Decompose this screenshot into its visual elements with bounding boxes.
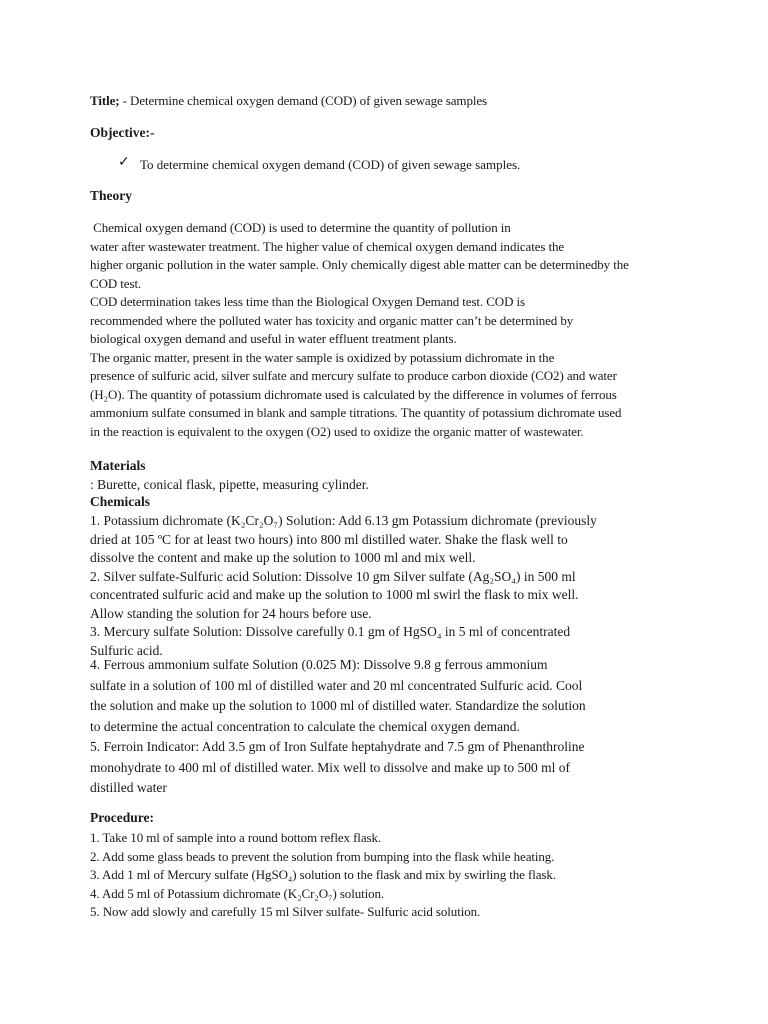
chemicals-line: monohydrate to 400 ml of distilled water. Mix well to dissolve and make up to 500 ml of [90,759,570,775]
chemicals-line: 3. Mercury sulfate Solution: Dissolve carefully 0.1 gm of HgSO₄ in 5 ml of concentrated [90,624,571,639]
chemicals-list-continued [90,655,690,799]
chemicals-line: to determine the actual concentration to calculate the chemical oxygen demand. [90,718,520,734]
theory-line: COD determination takes less time than the Biological Oxygen Demand test. COD is [90,294,526,309]
theory-paragraph [90,219,690,441]
theory-line: Chemical oxygen demand (COD) is used to determine the quantity of pollution in [90,220,511,235]
objective-heading: Objective:- [90,125,155,140]
chemicals-heading: Chemicals [90,494,150,509]
procedure-step: 4. Add 5 ml of Potassium dichromate (K₂Cr₂O₇) solution. [90,885,385,901]
theory-line: presence of sulfuric acid, silver sulfate and mercury sulfate to produce carbon dioxide (CO2) and water [90,368,617,383]
procedure-step: 5. Now add slowly and carefully 15 ml Silver sulfate- Sulfuric acid solution. [90,904,481,919]
chemicals-line: 1. Potassium dichromate (K₂Cr₂O₇) Solution: Add 6.13 gm Potassium dichromate (previously [90,513,597,528]
objective-bullet: To determine chemical oxygen demand (COD) of given sewage samples. [140,157,521,172]
chemicals-line: Allow standing the solution for 24 hours before use. [90,605,372,621]
theory-line: biological oxygen demand and useful in water effluent treatment plants. [90,331,457,346]
title-label: Title; [90,93,120,108]
procedure-step: 2. Add some glass beads to prevent the solution from bumping into the flask while heating. [90,848,555,864]
theory-line: ammonium sulfate consumed in blank and sample titrations. The quantity of potassium dichromate used [90,405,622,420]
theory-line: recommended where the polluted water has toxicity and organic matter can’t be determined by [90,312,574,328]
materials-heading: Materials [90,458,146,473]
procedure-step: 3. Add 1 ml of Mercury sulfate (HgSO₄) solution to the flask and mix by swirling the flask. [90,867,556,882]
theory-line: water after wastewater treatment. The higher value of chemical oxygen demand indicates the [90,238,565,254]
procedure-heading: Procedure: [90,810,154,825]
theory-line: in the reaction is equivalent to the oxygen (O2) used to oxidize the organic matter of wastewater. [90,423,584,439]
materials-text: : Burette, conical flask, pipette, measuring cylinder. [90,477,369,492]
chemicals-line: dried at 105 ºC for at least two hours) into 800 ml distilled water. Shake the flask well to [90,531,568,547]
chemicals-line: Sulfuric acid. [90,642,163,658]
theory-line: higher organic pollution in the water sample. Only chemically digest able matter can be determinedby the [90,257,629,272]
procedure-step: 1. Take 10 ml of sample into a round bottom reflex flask. [90,830,382,845]
chemicals-line: the solution and make up the solution to 1000 ml of distilled water. Standardize the solution [90,698,586,713]
theory-line: COD test. [90,275,142,291]
theory-heading: Theory [90,188,132,203]
procedure-list [90,829,690,922]
chemicals-line: sulfate in a solution of 100 ml of distilled water and 20 ml concentrated Sulfuric acid. Cool [90,677,583,693]
chemicals-line: 4. Ferrous ammonium sulfate Solution (0.025 M): Dissolve 9.8 g ferrous ammonium [90,657,548,672]
chemicals-line: 2. Silver sulfate-Sulfuric acid Solution: Dissolve 10 gm Silver sulfate (Ag₂SO₄) in 500 ml [90,568,576,584]
title-text: - Determine chemical oxygen demand (COD) of given sewage samples [119,93,487,108]
document-title [90,92,690,111]
chemicals-list [90,512,690,660]
theory-line: The organic matter, present in the water sample is oxidized by potassium dichromate in the [90,349,555,365]
chemicals-line: distilled water [90,780,167,795]
chemicals-line: 5. Ferroin Indicator: Add 3.5 gm of Iron Sulfate heptahydrate and 7.5 gm of Phenanthroline [90,739,585,754]
check-mark-icon: ✓ [118,155,130,170]
theory-line: (H₂O). The quantity of potassium dichromate used is calculated by the difference in volumes of ferrous [90,386,617,402]
chemicals-line: dissolve the content and make up the solution to 1000 ml and mix well. [90,550,476,565]
chemicals-line: concentrated sulfuric acid and make up the solution to 1000 ml swirl the flask to mix well. [90,587,579,602]
